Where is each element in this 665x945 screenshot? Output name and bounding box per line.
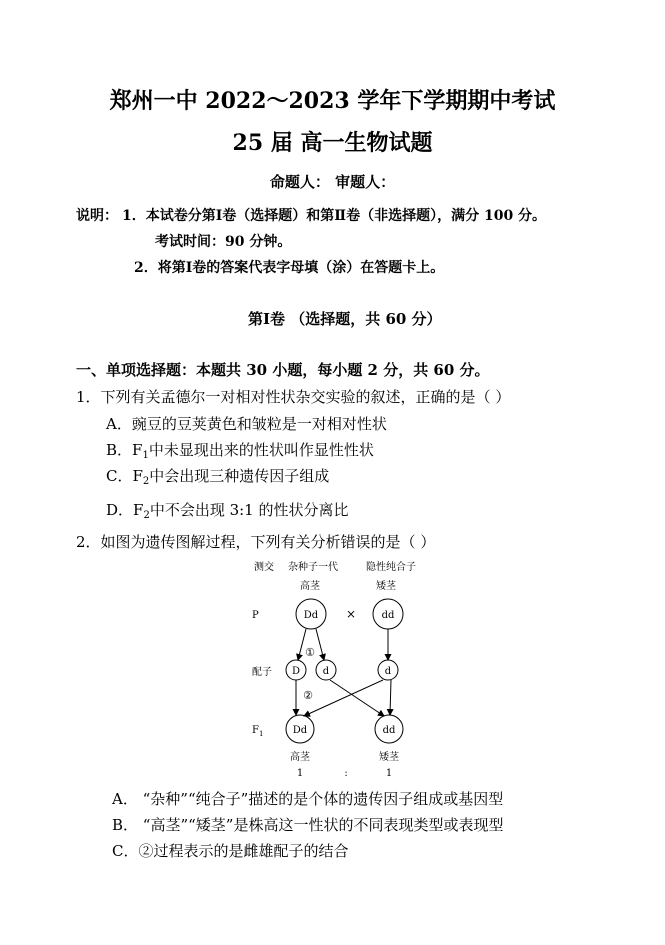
notes-label: 说明： bbox=[76, 208, 118, 224]
part1-heading: 第Ⅰ卷 （选择题，共 60 分） bbox=[248, 310, 442, 328]
ratio-left: 1 bbox=[296, 768, 304, 779]
q1-option-b: B．$F_1$中未显现出来的性状叫作显性性状 bbox=[106, 441, 374, 461]
gamete-D: D bbox=[291, 666, 301, 677]
arrow-d2-to-Dd bbox=[304, 680, 383, 716]
offspring-tall-label: 高茎 bbox=[290, 752, 310, 763]
offspring-dd: dd bbox=[382, 725, 396, 736]
diagram-row-gamete: 配子 bbox=[252, 667, 272, 678]
notes-item-1-cont: 考试时间：90 分钟。 bbox=[155, 234, 292, 250]
q2-option-c: C．②过程表示的是雌雄配子的结合 bbox=[112, 842, 349, 860]
parent-hybrid-genotype: Dd bbox=[303, 610, 319, 621]
offspring-Dd: Dd bbox=[292, 725, 308, 736]
gamete-d1: d bbox=[322, 666, 330, 677]
q1-option-a: A．豌豆的豆荚黄色和皱粒是一对相对性状 bbox=[106, 415, 387, 433]
notes-item-2: 2．将第Ⅰ卷的答案代表字母填（涂）在答题卡上。 bbox=[134, 260, 445, 276]
q2-option-b: B． “高茎”“矮茎”是株高这一性状的不同表现类型或表现型 bbox=[112, 816, 504, 834]
diagram-title-recessive: 隐性纯合子 bbox=[366, 562, 416, 573]
step-1-marker: ① bbox=[305, 646, 315, 659]
genetic-cross-diagram bbox=[240, 556, 460, 786]
diagram-title-hybrid: 杂种子一代 bbox=[288, 562, 338, 573]
ratio-right: 1 bbox=[385, 768, 393, 779]
gamete-d2: d bbox=[384, 666, 392, 677]
diagram-tall-label: 高茎 bbox=[300, 581, 320, 592]
section-heading: 一、单项选择题：本题共 30 小题，每小题 2 分，共 60 分。 bbox=[76, 361, 490, 379]
q1-stem: 1．下列有关孟德尔一对相对性状杂交实验的叙述，正确的是（ ） bbox=[76, 388, 511, 406]
arrow-d1-to-dd bbox=[330, 680, 384, 716]
offspring-short-label: 矮茎 bbox=[379, 752, 399, 763]
step-2-marker: ② bbox=[303, 689, 313, 702]
notes-item-1: 1．本试卷分第Ⅰ卷（选择题）和第Ⅱ卷（非选择题），满分 100 分。 bbox=[122, 208, 547, 224]
diagram-short-label: 矮茎 bbox=[376, 581, 396, 592]
exam-title: 郑州一中 2022～2023 学年下学期期中考试 bbox=[109, 88, 556, 114]
diagram-row-p: P bbox=[252, 610, 259, 621]
parent-recessive-genotype: dd bbox=[381, 610, 395, 621]
ratio-colon: : bbox=[344, 768, 348, 779]
exam-subtitle: 25 届 高一生物试题 bbox=[232, 130, 433, 156]
q2-option-a: A． “杂种”“纯合子”描述的是个体的遗传因子组成或基因型 bbox=[112, 790, 504, 808]
q1-option-c: C．$F_2$中会出现三种遗传因子组成 bbox=[106, 467, 330, 487]
diagram-title-cross: 测交 bbox=[254, 562, 274, 573]
q2-stem: 2．如图为遗传图解过程，下列有关分析错误的是（ ） bbox=[76, 533, 436, 551]
q1-option-d: D．$F_2$中不会出现 3:1 的性状分离比 bbox=[106, 501, 349, 521]
arrow-to-gamete-d1 bbox=[316, 629, 324, 660]
diagram-row-f1: $F_1$ bbox=[252, 725, 264, 738]
cross-symbol: × bbox=[345, 607, 357, 621]
authors-line: 命题人： 审题人： bbox=[269, 173, 396, 191]
arrow-d2-to-dd bbox=[390, 680, 391, 715]
